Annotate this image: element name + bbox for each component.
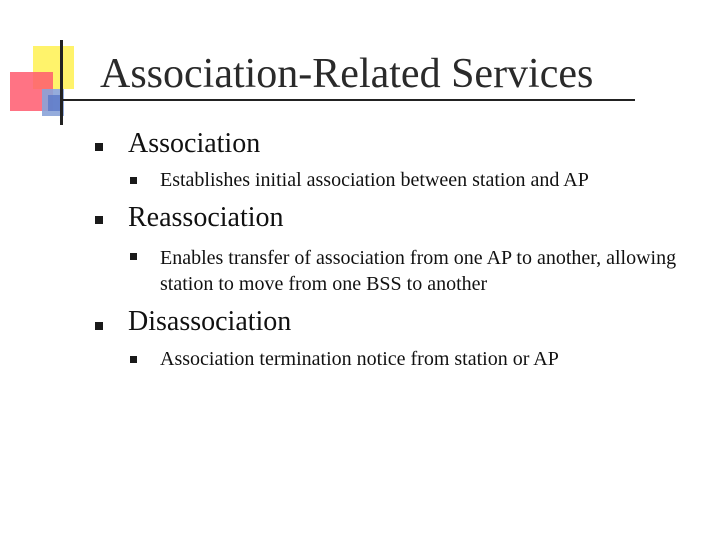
bullet-icon: [95, 322, 103, 330]
bullet-association: Association: [128, 128, 261, 159]
sub-bullet-icon: [130, 253, 137, 260]
bullet-reassociation: Reassociation: [128, 202, 284, 233]
decorative-vertical-rule: [60, 40, 63, 125]
sub-bullet-icon: [130, 177, 137, 184]
slide-title: Association-Related Services: [100, 51, 594, 97]
sub-bullet-icon: [130, 356, 137, 363]
sub-bullet-reassociation: Enables transfer of association from one AP to another, allowing station to move from one BSS to another: [160, 247, 677, 295]
bullet-icon: [95, 143, 103, 151]
sub-bullet-disassociation: Association termination notice from station or AP: [160, 348, 559, 370]
sub-bullet-association: Establishes initial association between station and AP: [160, 169, 589, 191]
bullet-icon: [95, 216, 103, 224]
bullet-disassociation: Disassociation: [128, 306, 292, 337]
